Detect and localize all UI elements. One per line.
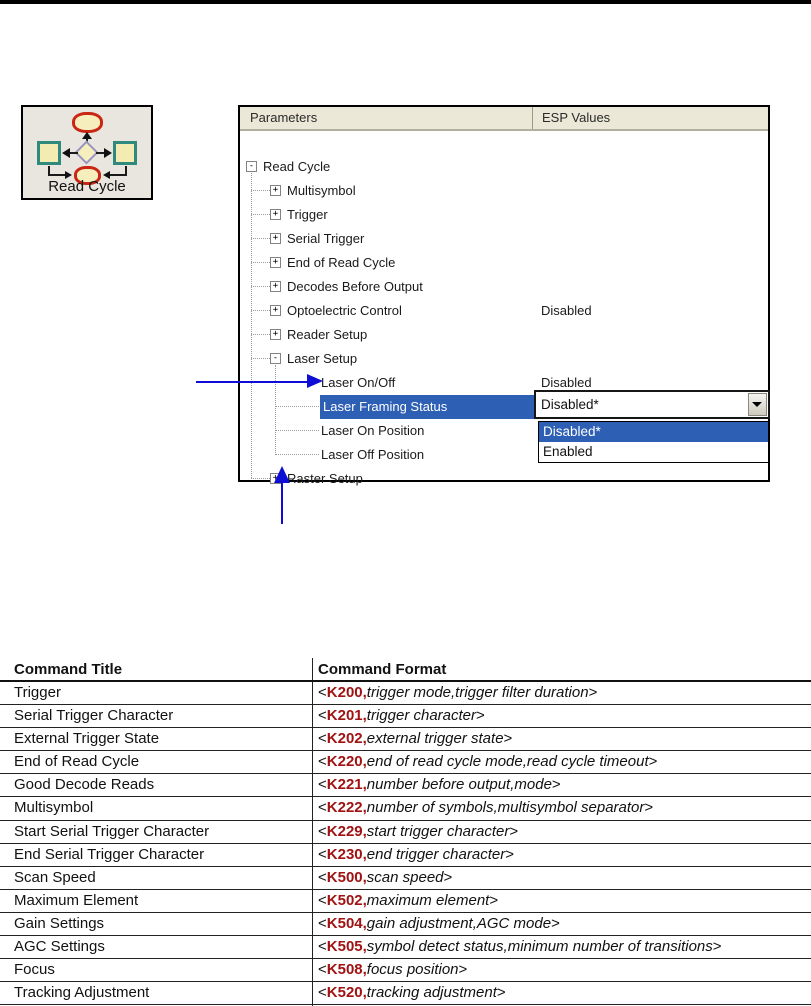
- command-format-cell: <K201,trigger character>: [318, 707, 485, 725]
- tree-connector-stub: [275, 454, 319, 456]
- table-row: [0, 682, 811, 705]
- panel-header: [240, 107, 768, 131]
- tree-row[interactable]: [240, 467, 768, 491]
- expand-plus-icon[interactable]: +: [270, 185, 281, 196]
- command-format-args: focus position: [366, 961, 459, 979]
- command-format-cell: <K229,start trigger character>: [318, 822, 519, 840]
- command-format-args: end trigger character: [366, 845, 506, 863]
- command-title-cell: End Serial Trigger Character: [14, 845, 205, 863]
- command-format-args: maximum element: [366, 891, 490, 909]
- k-command-code: K508,: [326, 961, 367, 979]
- command-format-args: scan speed: [366, 868, 444, 886]
- tree-connector-stub: [251, 478, 270, 480]
- tree-row[interactable]: [240, 227, 768, 251]
- laser-framing-status-combobox[interactable]: [534, 390, 770, 419]
- tree-connector-stub: [251, 334, 270, 336]
- tree-item-label[interactable]: Laser On/Off: [321, 375, 396, 390]
- command-format-args: symbol detect status,minimum number of transitions: [366, 938, 713, 956]
- command-format-args: trigger mode,trigger filter duration: [366, 684, 589, 701]
- tree-row[interactable]: [240, 155, 768, 179]
- tree-row[interactable]: [240, 179, 768, 203]
- tree-connector-stub: [251, 262, 270, 264]
- arrow-left-icon: [62, 148, 70, 158]
- command-title-cell: Multisymbol: [14, 799, 94, 817]
- k-command-code: K502,: [326, 891, 367, 909]
- flowchart-process-right: [113, 141, 137, 165]
- tree-row[interactable]: [240, 275, 768, 299]
- parameters-panel: [238, 105, 770, 486]
- command-title-cell: Gain Settings: [14, 914, 105, 932]
- flowchart-start-node: [72, 112, 103, 133]
- expand-plus-icon[interactable]: +: [270, 257, 281, 268]
- column-divider: [532, 107, 533, 129]
- command-format-cell: <K222,number of symbols,multisymbol separator>: [318, 799, 654, 817]
- table-body: [0, 682, 811, 1005]
- expand-plus-icon[interactable]: +: [270, 473, 281, 484]
- tree-connector-stub: [275, 406, 319, 408]
- combobox-value: Disabled*: [541, 397, 599, 412]
- table-row: [0, 705, 811, 728]
- collapse-minus-icon[interactable]: -: [270, 353, 281, 364]
- command-format-cell: <K520,tracking adjustment>: [318, 984, 506, 1002]
- k-command-code: K200,: [326, 684, 367, 701]
- table-row: [0, 982, 811, 1005]
- command-title-cell: AGC Settings: [14, 938, 105, 956]
- arrow-up-icon: [82, 132, 92, 139]
- connector-line: [96, 152, 104, 154]
- dropdown-item[interactable]: Disabled*: [539, 422, 768, 442]
- esp-values-column-header[interactable]: ESP Values: [542, 110, 611, 125]
- connector-line: [70, 152, 78, 154]
- command-format-cell: <K202,external trigger state>: [318, 730, 513, 748]
- chevron-down-icon: [752, 402, 762, 407]
- tree-connector-stub: [251, 190, 270, 192]
- command-title-cell: Serial Trigger Character: [14, 707, 174, 725]
- tree-item-label[interactable]: End of Read Cycle: [287, 255, 396, 270]
- command-title-cell: Good Decode Reads: [14, 776, 155, 794]
- command-title-cell: Start Serial Trigger Character: [14, 822, 210, 840]
- tree-connector-stub: [275, 430, 319, 432]
- command-format-args: number before output,mode: [366, 776, 552, 794]
- tree-item-label[interactable]: Read Cycle: [263, 159, 331, 174]
- tree-item-label[interactable]: Optoelectric Control: [287, 303, 402, 318]
- command-title-cell: Scan Speed: [14, 868, 96, 886]
- table-row: [0, 959, 811, 982]
- tree-item-label[interactable]: Reader Setup: [287, 327, 368, 342]
- tree-connector-stub: [251, 286, 270, 288]
- k-command-code: K230,: [326, 845, 367, 863]
- table-row: [0, 774, 811, 797]
- tree-item-label[interactable]: Laser Off Position: [321, 447, 425, 462]
- expand-plus-icon[interactable]: +: [270, 329, 281, 340]
- command-format-args: trigger character: [366, 707, 477, 725]
- tree-item-label[interactable]: Laser On Position: [321, 423, 425, 438]
- tree-row[interactable]: [240, 203, 768, 227]
- table-row: [0, 936, 811, 959]
- esp-value: Disabled: [541, 375, 592, 390]
- command-format-cell: <K508,focus position>: [318, 961, 468, 979]
- command-title-cell: External Trigger State: [14, 730, 160, 748]
- command-title-cell: Trigger: [14, 684, 61, 701]
- callout-arrow-horizontal-shaft: [196, 381, 308, 383]
- k-command-code: K504,: [326, 914, 367, 932]
- k-command-code: K221,: [326, 776, 367, 794]
- table-row: [0, 867, 811, 890]
- parameters-column-header[interactable]: Parameters: [250, 110, 318, 125]
- table-row: [0, 913, 811, 936]
- command-format-args: tracking adjustment: [366, 984, 497, 1002]
- tree-item-label[interactable]: Laser Framing Status: [320, 395, 536, 419]
- command-title-cell: Focus: [14, 961, 55, 979]
- tree-item-label[interactable]: Raster Setup: [287, 471, 363, 486]
- tree-row[interactable]: [240, 347, 768, 371]
- combobox-dropdown-button[interactable]: [748, 393, 767, 416]
- command-format-cell: <K221,number before output,mode>: [318, 776, 561, 794]
- command-format-cell: <K502,maximum element>: [318, 891, 499, 909]
- tree-item-label[interactable]: Decodes Before Output: [287, 279, 423, 294]
- tree-connector-stub: [251, 214, 270, 216]
- command-format-args: start trigger character: [366, 822, 510, 840]
- command-title-header: Command Title: [14, 661, 123, 678]
- command-format-cell: <K505,symbol detect status,minimum number of transitions>: [318, 938, 722, 956]
- expand-plus-icon[interactable]: +: [270, 209, 281, 220]
- collapse-minus-icon[interactable]: -: [246, 161, 257, 172]
- callout-arrow-up-icon: [274, 466, 290, 483]
- connector-line: [48, 174, 65, 176]
- callout-arrow-right-icon: [307, 374, 323, 388]
- tree-row[interactable]: [240, 251, 768, 275]
- command-title-cell: End of Read Cycle: [14, 753, 140, 771]
- tree-row[interactable]: [240, 323, 768, 347]
- table-header-row: [0, 659, 811, 682]
- combobox-dropdown-list: [538, 421, 769, 463]
- command-format-cell: <K504,gain adjustment,AGC mode>: [318, 914, 560, 932]
- flowchart-process-left: [37, 141, 61, 165]
- table-row: [0, 844, 811, 867]
- read-cycle-button-label: Read Cycle: [48, 178, 126, 195]
- k-command-code: K500,: [326, 868, 367, 886]
- tree-item-label[interactable]: Laser Setup: [287, 351, 358, 366]
- k-command-code: K229,: [326, 822, 367, 840]
- table-row: [0, 797, 811, 820]
- table-row: [0, 751, 811, 774]
- k-command-code: K520,: [326, 984, 367, 1002]
- dropdown-item[interactable]: Enabled: [543, 444, 593, 459]
- table-row: [0, 890, 811, 913]
- tree-row[interactable]: [240, 299, 768, 323]
- command-title-cell: Maximum Element: [14, 891, 139, 909]
- tree-body: [240, 129, 768, 486]
- arrow-right-icon: [104, 148, 112, 158]
- table-row: [0, 728, 811, 751]
- command-format-args: end of read cycle mode,read cycle timeout: [366, 753, 649, 771]
- flowchart-decision-node: [74, 140, 98, 164]
- expand-plus-icon[interactable]: +: [270, 233, 281, 244]
- command-title-cell: Tracking Adjustment: [14, 984, 150, 1002]
- tree-item-label[interactable]: Serial Trigger: [287, 231, 365, 246]
- command-format-cell: <K230,end trigger character>: [318, 845, 514, 863]
- command-format-cell: <K500,scan speed>: [318, 868, 453, 886]
- tree-connector-stub: [251, 310, 270, 312]
- table-row: [0, 821, 811, 844]
- k-command-code: K201,: [326, 707, 367, 725]
- top-rule: [0, 0, 811, 4]
- read-cycle-button[interactable]: [21, 105, 153, 200]
- tree-connector-stub: [251, 238, 270, 240]
- k-command-code: K222,: [326, 799, 367, 817]
- expand-plus-icon[interactable]: +: [270, 305, 281, 316]
- tree-item-label[interactable]: Trigger: [287, 207, 328, 222]
- tree-item-label[interactable]: Multisymbol: [287, 183, 356, 198]
- k-command-code: K220,: [326, 753, 367, 771]
- command-format-args: gain adjustment,AGC mode: [366, 914, 552, 932]
- command-table: [0, 659, 811, 1006]
- esp-value: Disabled: [541, 303, 592, 318]
- k-command-code: K505,: [326, 938, 367, 956]
- command-format-cell: <K200,trigger mode,trigger filter duration>: [318, 684, 598, 701]
- command-format-args: external trigger state: [366, 730, 504, 748]
- expand-plus-icon[interactable]: +: [270, 281, 281, 292]
- command-format-header: Command Format: [318, 661, 447, 678]
- k-command-code: K202,: [326, 730, 367, 748]
- command-format-cell: <K220,end of read cycle mode,read cycle timeout>: [318, 753, 658, 771]
- callout-arrow-vertical-shaft: [281, 483, 283, 524]
- command-format-args: number of symbols,multisymbol separator: [366, 799, 645, 817]
- tree-connector-stub: [251, 358, 270, 360]
- connector-line: [110, 174, 127, 176]
